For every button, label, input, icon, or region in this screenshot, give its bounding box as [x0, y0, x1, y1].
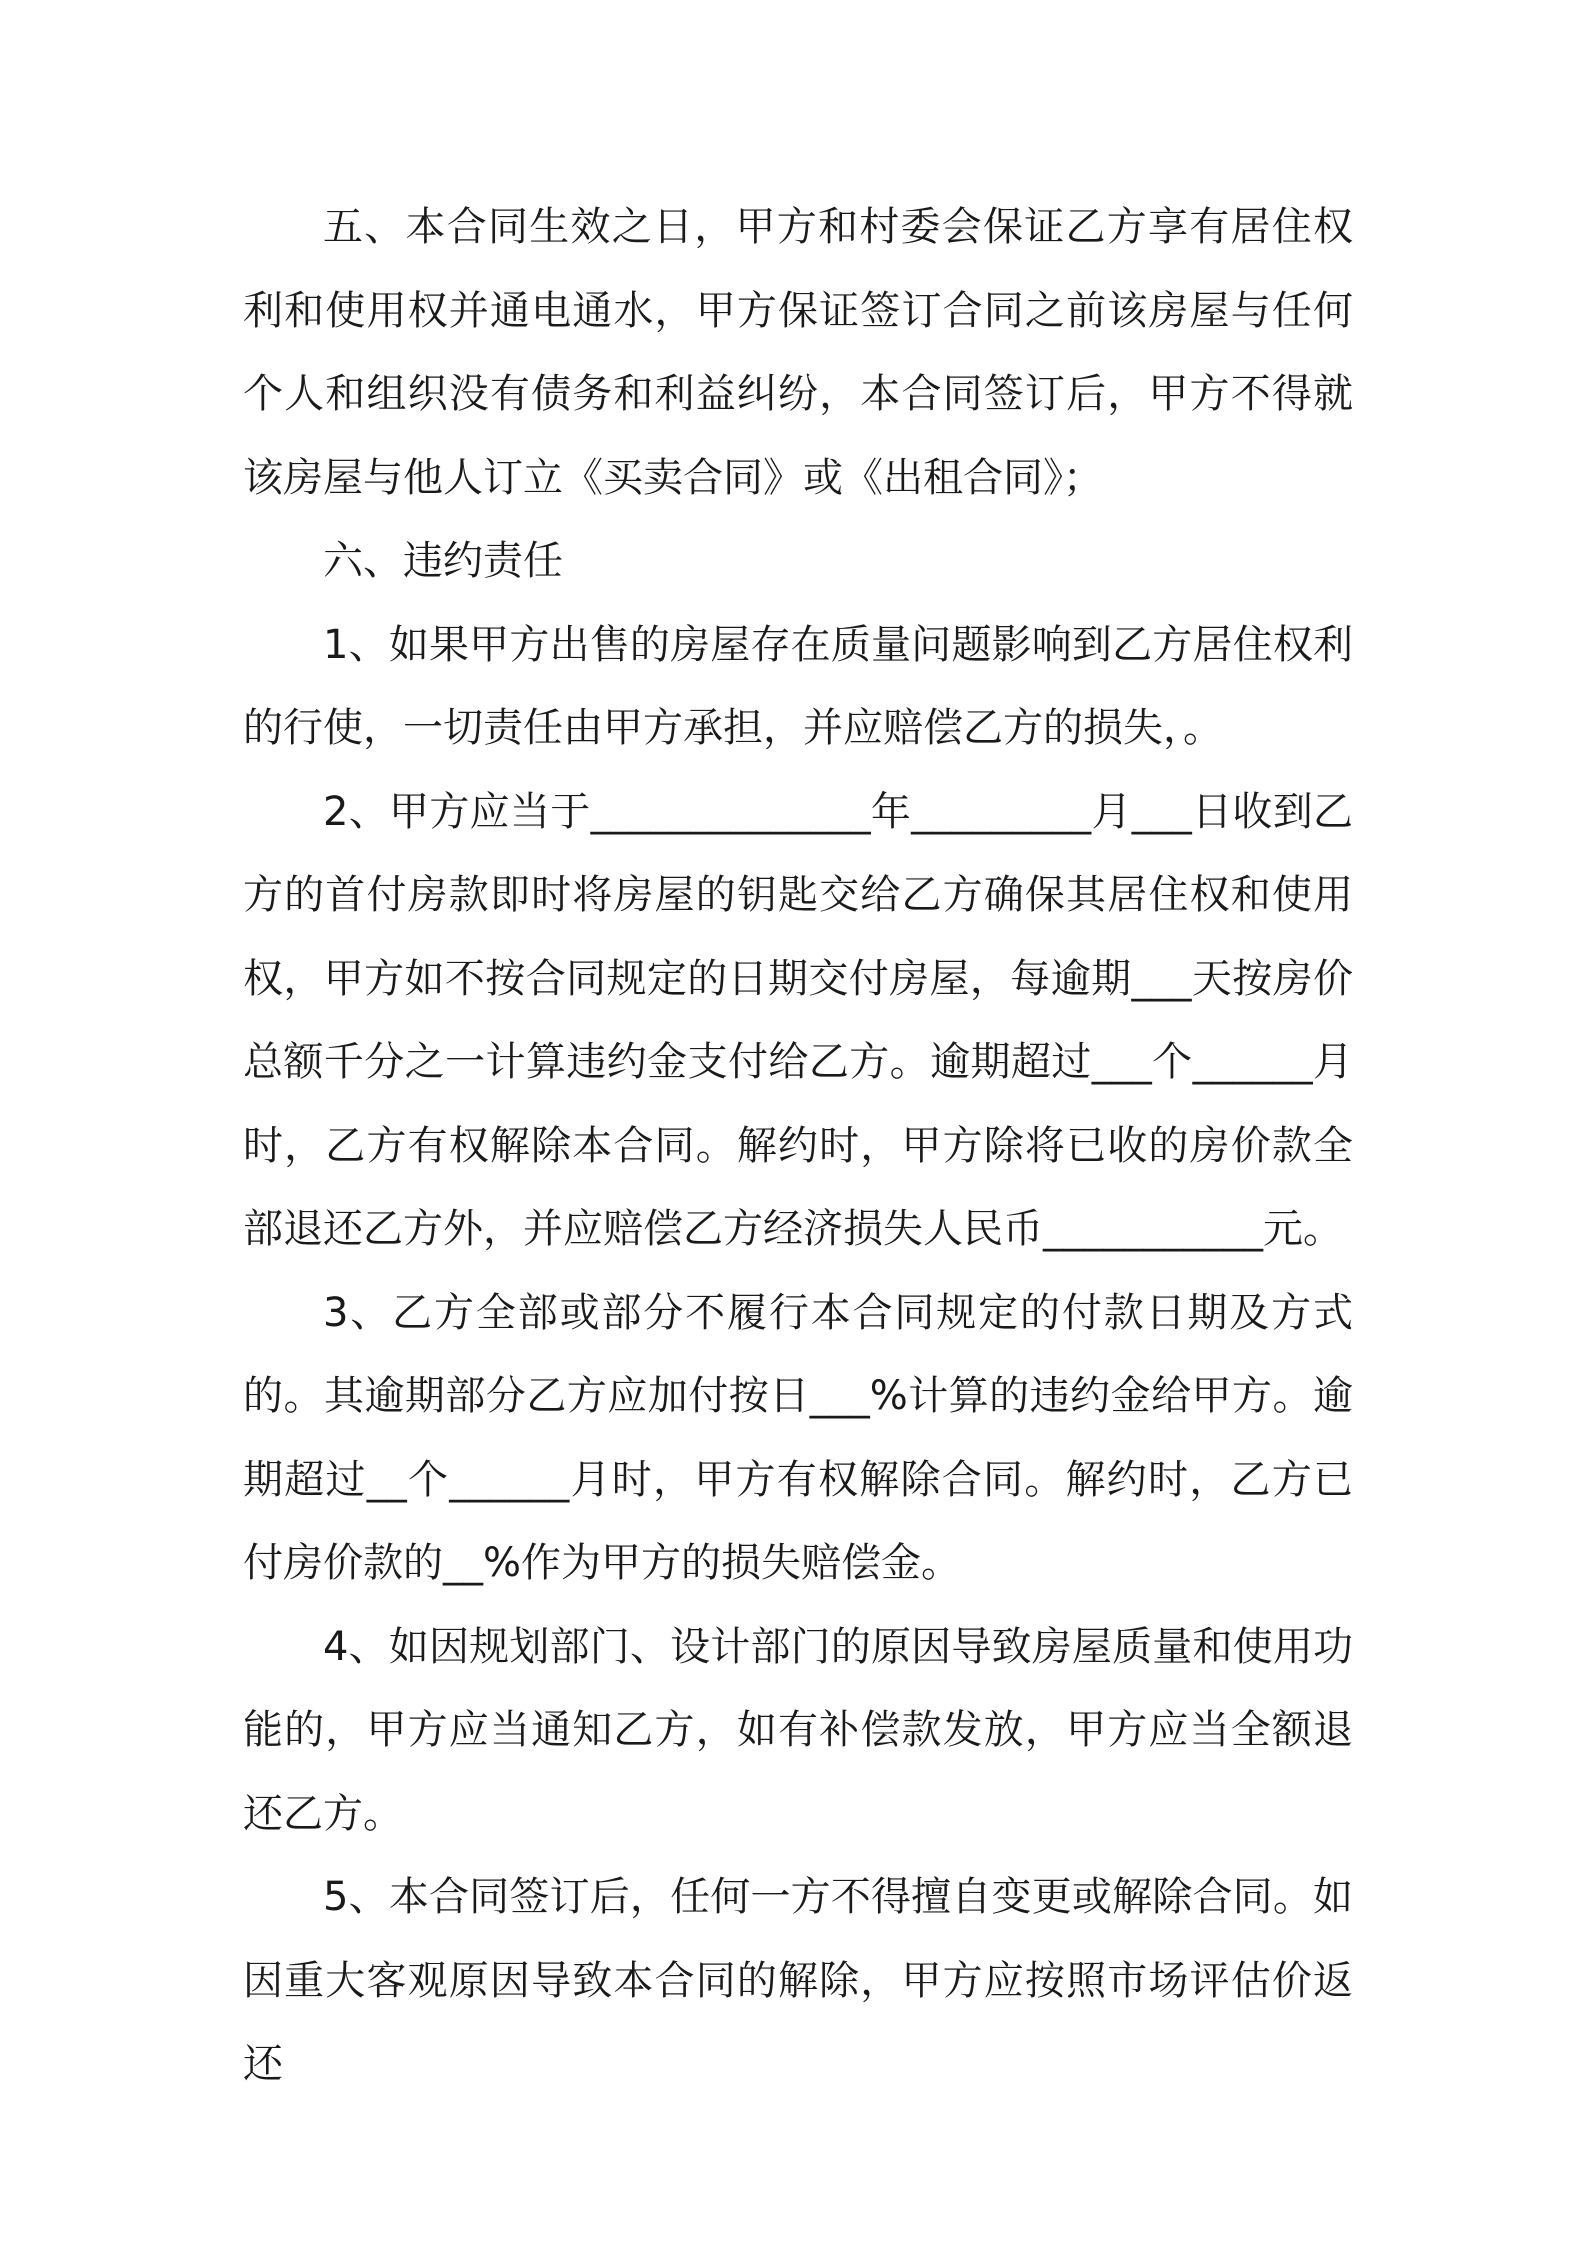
clause-6-3-paragraph: 3、乙方全部或部分不履行本合同规定的付款日期及方式的。其逾期部分乙方应加付按日___%计算的违约金给甲方。逾期超过__个______月时，甲方有权解除合同。解约时，乙方已付房价款的__%作为甲方的损失赔偿金。: [243, 1289, 1353, 1586]
document-body: [243, 186, 1353, 2107]
clause-5-paragraph: 五、本合同生效之日，甲方和村委会保证乙方享有居住权利和使用权并通电通水，甲方保证签订合同之前该房屋与任何个人和组织没有债务和利益纠纷，本合同签订后，甲方不得就该房屋与他人订立《买卖合同》或《出租合同》；: [243, 204, 1353, 501]
clause-6-1-paragraph: 1、如果甲方出售的房屋存在质量问题影响到乙方居住权利的行使，一切责任由甲方承担，并应赔偿乙方的损失，。: [243, 621, 1353, 751]
clause-6-5-paragraph: 5、本合同签订后，任何一方不得擅自变更或解除合同。如因重大客观原因导致本合同的解除，甲方应按照市场评估价返还: [243, 1874, 1353, 2087]
clause-6-4-paragraph: 4、如因规划部门、设计部门的原因导致房屋质量和使用功能的，甲方应当通知乙方，如有补偿款发放，甲方应当全额退还乙方。: [243, 1623, 1353, 1837]
clause-6-2-paragraph: 2、甲方应当于______________年_________月___日收到乙方的首付房款即时将房屋的钥匙交给乙方确保其居住权和使用权，甲方如不按合同规定的日期交付房屋，每逾期___天按房价总额千分之一计算违约金支付给乙方。逾期超过___个______月时，乙方有权解除本合同。解约时，甲方除将已收的房价款全部退还乙方外，并应赔偿乙方经济损失人民币___________元。: [243, 788, 1353, 1252]
section-6-heading: 六、违约责任: [323, 538, 563, 584]
